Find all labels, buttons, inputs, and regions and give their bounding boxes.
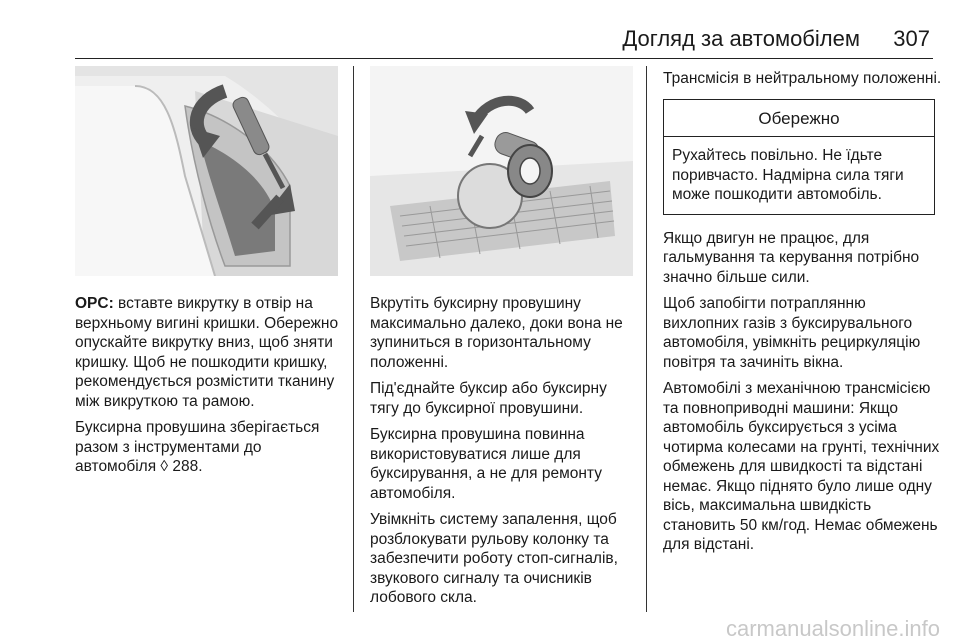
illustration-cover-removal (75, 66, 338, 276)
header-title: Догляд за автомобілем (622, 26, 860, 51)
page-number: 307 (893, 26, 930, 51)
paragraph: Якщо двигун не працює, для гальмування та керування потрібно значно більше сили. (663, 229, 920, 286)
page-ref-icon: ◊ (160, 458, 169, 475)
caution-text: Рухайтесь повільно. Не їдьте поривчасто. Надмірна сила тяги може пошкодити автомобіль. (672, 147, 904, 203)
paragraph: Вкрутіть буксирну провушину максимально далеко, доки вона не зупиниться в горизонтальному положенні. (370, 295, 623, 371)
page-ref-link[interactable]: 288. (168, 458, 203, 475)
intro-paragraph: Трансмісія в нейтральному положенні. (663, 70, 942, 87)
header-rule (75, 58, 933, 59)
paragraph: Увімкніть систему запалення, щоб розблокувати рульову колонку та забезпечити роботу стоп-сигналів, звукового сигналу та очисників лобового скла. (370, 511, 618, 606)
column-left (75, 294, 345, 484)
paragraph: Автомобілі з механічною трансмісією та повноприводні машини: Якщо автомобіль буксирується з усіма чотирма колесами на грунті, технічних обмежень для швидкості та відстані немає. Якщо піднято було лише одну вісь, максимальна швидкість становить 50 км/год. Немає обмежень для відстані. (663, 380, 940, 553)
opc-paragraph (75, 294, 345, 411)
column-divider-right (646, 66, 647, 612)
watermark: carmanualsonline.info (725, 616, 940, 641)
paragraph: Під'єднайте буксир або буксирну тягу до буксирної провушини. (370, 380, 607, 417)
opc-text: вставте викрутку в отвір на верхньому вигині кришки. Обережно опускайте викрутку вниз, щоб зняти кришку. Щоб не пошкодити кришку, рекомендується розмістити тканину між викруткою та рамою. (75, 295, 339, 410)
paragraph: Щоб запобігти потраплянню вихлопних газів з буксирувального автомобіля, увімкніть рециркуляцію повітря та зачиніть вікна. (663, 295, 921, 371)
caution-box (663, 99, 935, 215)
illustration-towing-eye (370, 66, 633, 276)
opc-label: OPC: (75, 295, 114, 312)
paragraph: Буксирна провушина повинна використовуватися лише для буксирування, а не для ремонту автомобіля. (370, 426, 602, 502)
storage-paragraph (75, 418, 345, 477)
column-divider-left (353, 66, 354, 612)
column-right (663, 69, 943, 562)
caution-title: Обережно (664, 100, 934, 138)
column-middle (370, 294, 640, 615)
storage-text: Буксирна провушина зберігається разом з інструментами до автомобіля (75, 419, 320, 475)
